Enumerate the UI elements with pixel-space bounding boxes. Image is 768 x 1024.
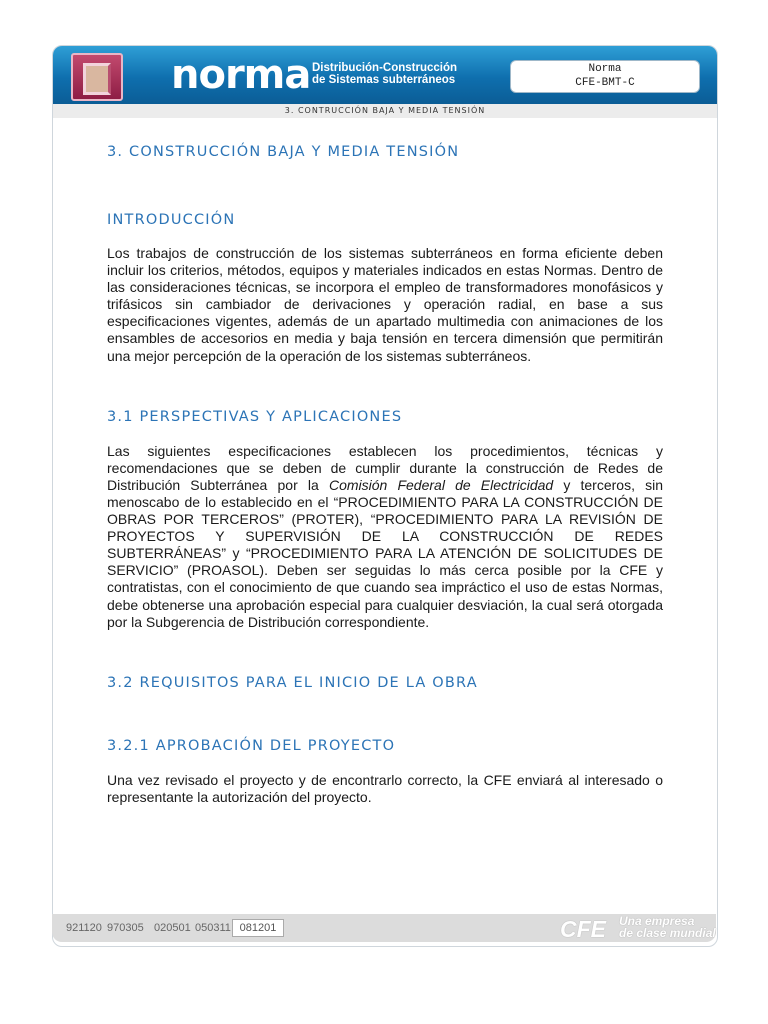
header-banner <box>53 46 717 104</box>
norm-id-box <box>510 60 700 93</box>
footer-bar <box>52 914 716 942</box>
norm-code: CFE-BMT-C <box>575 77 635 89</box>
cfe-logo: CFE <box>560 916 606 942</box>
tagline-line-1: Distribución-Construcción <box>312 62 458 74</box>
current-revision-code: 081201 <box>232 919 284 937</box>
revision-code: 050311 <box>195 922 231 934</box>
tagline-line-2: de Sistemas subterráneos <box>312 74 456 86</box>
intro-heading: INTRODUCCIÓN <box>107 212 236 228</box>
norm-label: Norma <box>588 63 622 75</box>
cfe-slogan <box>619 915 716 939</box>
s31-text-emphasis: Comisión Federal de Electricidad <box>328 476 554 493</box>
page-title: 3. CONSTRUCCIÓN BAJA Y MEDIA TENSIÓN <box>107 144 460 160</box>
brand-wordmark: norma <box>171 52 311 98</box>
intro-paragraph: Los trabajos de construcción de los sistemas subterráneos en forma eficiente deben incluir los criterios, métodos, equipos y materiales indicados en estas Normas. Dentro de las consideraciones técnicas, se incorpora el empleo de transformadores monofásicos y trifásicos sin cambiador de derivaciones y operación radial, en base a sus especificaciones vigentes, además de un apartado multimedia con animaciones de los ensambles de accesorios en media y baja tensión en tercera dimensión que permitirán una mejor percepción de la operación de los sistemas subterráneos. <box>107 245 663 364</box>
section-3-1-heading: 3.1 PERSPECTIVAS Y APLICACIONES <box>107 408 403 425</box>
brand-tagline <box>312 62 457 86</box>
slogan-line-1: Una empresa <box>619 914 695 928</box>
page-frame <box>52 45 718 947</box>
section-3-2-1-heading: 3.2.1 APROBACIÓN DEL PROYECTO <box>107 737 396 754</box>
s31-text-b: y terceros, sin menoscabo de lo establecido en el “PROCEDIMIENTO PARA LA CONSTRUCCIÓN DE OBRAS POR TERCEROS” (PROTER), “PROCEDIMIENTO PARA LA REVISIÓN DE PROYECTOS Y SUPERVISIÓN DE LA CONSTRUCCIÓN DE REDES SUBTERRÁNEAS” y “PROCEDIMIENTO PARA LA ATENCIÓN DE SOLICITUDES DE SERVICIO” (PROASOL). Deben ser seguidas lo más cerca posible por la CFE y contratistas, con el conocimiento de que cuando sea impráctico el uso de estas Normas, debe obtenerse una aprobación especial para cualquier desviación, la cual será otorgada por la Subgerencia de Distribución correspondiente. <box>107 476 664 630</box>
document-body <box>107 118 663 806</box>
section-3-2-1-paragraph: Una vez revisado el proyecto y de encontrarlo correcto, la CFE enviará al interesado o representante la autorización del proyecto. <box>107 771 663 805</box>
s31-text-a: Las siguientes especificaciones establecen los procedimientos, técnicas y recomendaciones que se deben de cumplir durante la construcción de Redes de Distribución Subterránea por la <box>107 442 663 493</box>
revision-code: 970305 <box>107 922 144 934</box>
revision-code: 921120 <box>66 922 102 934</box>
revision-code: 020501 <box>154 922 191 934</box>
norma-logo-icon <box>71 53 123 101</box>
section-band: 3. CONTRUCCIÓN BAJA Y MEDIA TENSIÓN <box>53 104 717 118</box>
slogan-line-2: de clase mundial <box>619 926 716 940</box>
section-3-2-heading: 3.2 REQUISITOS PARA EL INICIO DE LA OBRA <box>107 674 478 691</box>
section-3-1-paragraph <box>107 443 663 631</box>
